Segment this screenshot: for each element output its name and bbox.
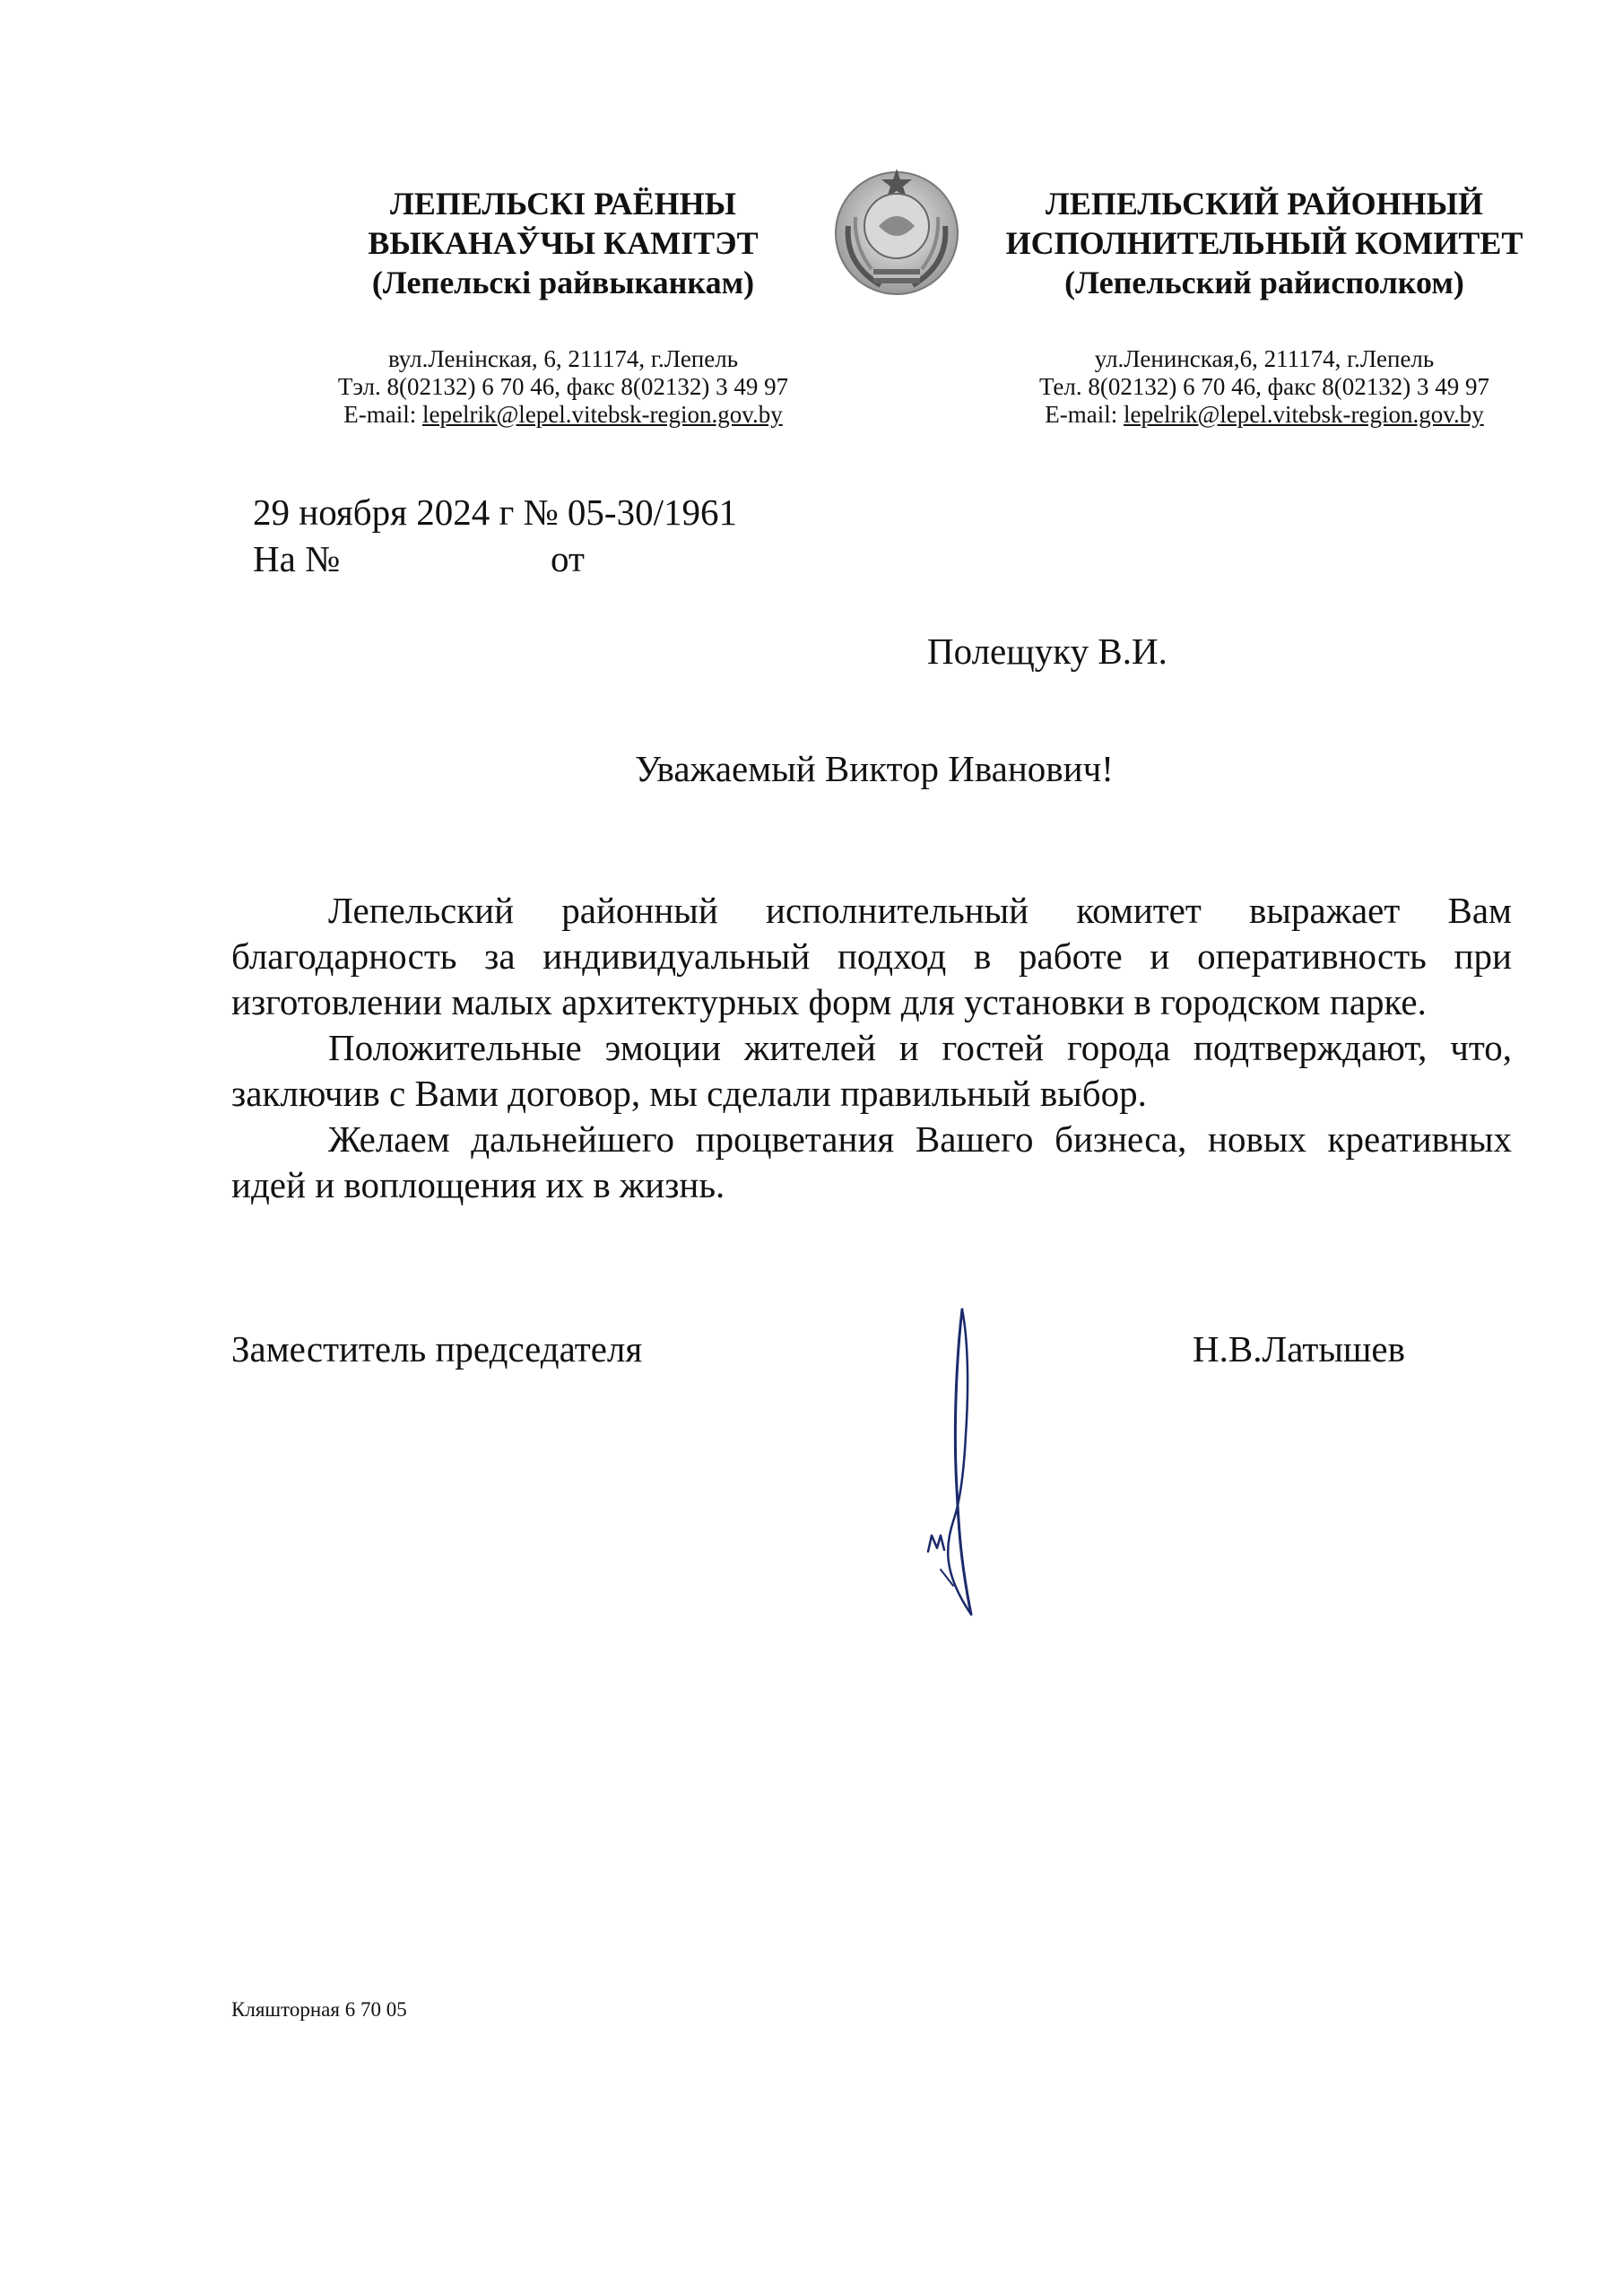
org-short-ru: (Лепельский райисполком) <box>1064 265 1464 300</box>
header-right-contacts <box>995 345 1533 429</box>
header-left-org <box>285 184 841 302</box>
registration-from: от <box>551 538 585 579</box>
org-name-by-line2: ВЫКАНАЎЧЫ КАМІТЭТ <box>368 225 759 261</box>
body-paragraph-2: Положительные эмоции жителей и гостей города подтверждают, что, заключив с Вами договор, мы сделали правильный выбор. <box>231 1027 1512 1114</box>
handwritten-signature <box>901 1300 1009 1641</box>
signatory-position: Заместитель председателя <box>231 1328 643 1370</box>
email-link-by[interactable]: lepelrik@lepel.vitebsk-region.gov.by <box>421 401 783 428</box>
header-right-org <box>995 184 1533 302</box>
phone-by: Тэл. 8(02132) 6 70 46, факс 8(02132) 3 49 97 <box>337 373 789 400</box>
letter-body <box>231 888 1512 1208</box>
body-paragraph-3: Желаем дальнейшего процветания Вашего бизнеса, новых креативных идей и воплощения их в жизнь. <box>231 1118 1512 1205</box>
address-ru: ул.Ленинская,6, 211174, г.Лепель <box>1094 345 1435 372</box>
org-name-by-line1: ЛЕПЕЛЬСКІ РАЁННЫ <box>390 186 736 222</box>
email-line-by <box>285 401 841 429</box>
salutation: Уважаемый Виктор Иванович! <box>635 748 1114 789</box>
org-short-by: (Лепельскі райвыканкам) <box>371 265 755 300</box>
executor-line: Кляшторная 6 70 05 <box>231 1998 407 2021</box>
email-link-ru[interactable]: lepelrik@lepel.vitebsk-region.gov.by <box>1123 401 1484 428</box>
phone-ru: Тел. 8(02132) 6 70 46, факс 8(02132) 3 49 97 <box>1038 373 1490 400</box>
address-by: вул.Ленінская, 6, 211174, г.Лепель <box>387 345 739 372</box>
registration-number: 29 ноября 2024 г № 05-30/1961 <box>253 491 737 533</box>
registration-on-no: На № <box>253 538 341 579</box>
signatory-name: Н.В.Латышев <box>1193 1328 1405 1370</box>
header-left-contacts <box>285 345 841 429</box>
addressee: Полещуку В.И. <box>927 631 1167 672</box>
email-line-ru <box>995 401 1533 429</box>
state-emblem-icon <box>829 163 965 300</box>
body-paragraph-1: Лепельский районный исполнительный комитет выражает Вам благодарность за индивидуальный подход в работе и оперативность при изготовлении малых архитектурных форм для установки в городском парке. <box>231 890 1512 1022</box>
org-name-ru-line2: ИСПОЛНИТЕЛЬНЫЙ КОМИТЕТ <box>1005 225 1523 261</box>
email-prefix-ru: E-mail: <box>1045 401 1124 428</box>
email-prefix-by: E-mail: <box>343 401 422 428</box>
org-name-ru-line1: ЛЕПЕЛЬСКИЙ РАЙОННЫЙ <box>1046 186 1483 222</box>
